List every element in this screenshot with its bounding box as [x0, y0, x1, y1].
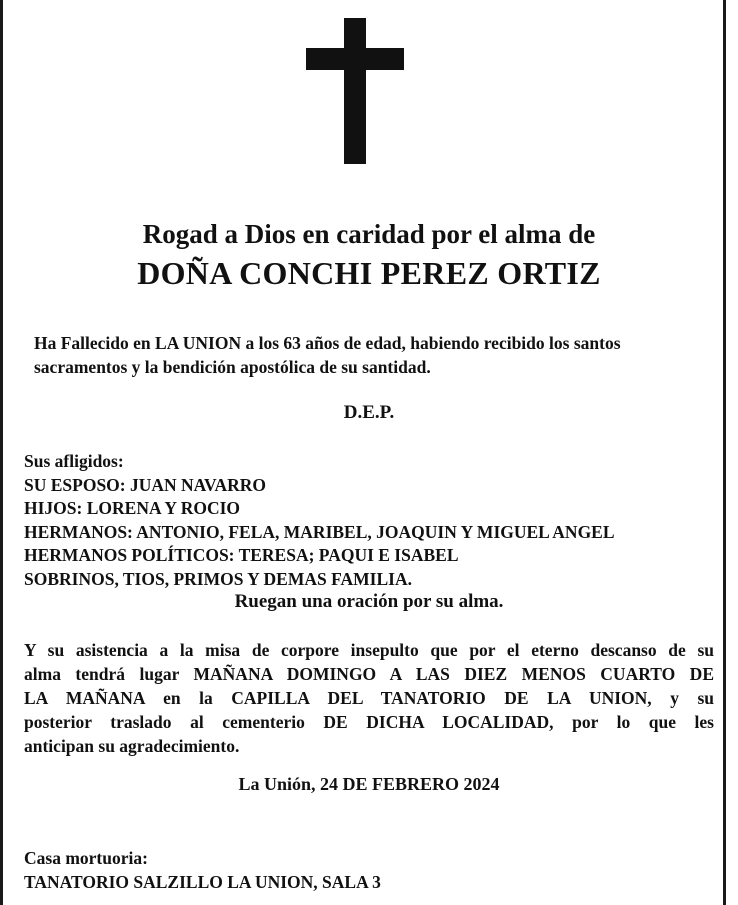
funeral-home-value: TANATORIO SALZILLO LA UNION, SALA 3 — [24, 872, 381, 892]
mass-line: LA MAÑANA en la CAPILLA DEL TANATORIO DE LA UNION, y su — [24, 688, 714, 708]
announcement-line: Ha Fallecido en LA UNION a los 63 años de edad, habiendo recibido los santos — [34, 333, 621, 353]
mass-line: Y su asistencia a la misa de corpore insepulto que por el eterno descanso de su — [24, 640, 714, 660]
mourners-intro: Sus afligidos: — [24, 451, 124, 471]
prayer-request: Ruegan una oración por su alma. — [234, 591, 504, 612]
mourner-line: HIJOS: LORENA Y ROCIO — [24, 498, 241, 518]
mourner-line: HERMANOS POLÍTICOS: TERESA; PAQUI E ISABEL — [24, 545, 459, 565]
mourner-line: SOBRINOS, TIOS, PRIMOS Y DEMAS FAMILIA. — [24, 568, 412, 589]
heading-prayer: Rogad a Dios en caridad por el alma de — [142, 219, 596, 249]
funeral-home — [24, 846, 381, 894]
mass-line: anticipan su agradecimiento. — [24, 736, 240, 756]
left-border-line — [0, 0, 3, 905]
mass-line: posterior traslado al cementerio DE DICHA LOCALIDAD, por lo que les — [24, 712, 714, 732]
death-announcement — [34, 331, 714, 379]
cross-icon — [306, 18, 404, 164]
mass-line: alma tendrá lugar MAÑANA DOMINGO A LAS DIEZ MENOS CUARTO DE — [24, 664, 714, 684]
mourner-line: HERMANOS: ANTONIO, FELA, MARIBEL, JOAQUIN Y MIGUEL ANGEL — [24, 521, 615, 542]
right-border-line — [723, 0, 726, 905]
date-place: La Unión, 24 DE FEBRERO 2024 — [238, 774, 500, 794]
mourners-list — [24, 450, 714, 591]
announcement-line: sacramentos y la bendición apostólica de su santidad. — [34, 357, 431, 377]
dep-label: D.E.P. — [343, 402, 395, 423]
mourner-line: SU ESPOSO: JUAN NAVARRO — [24, 474, 266, 495]
deceased-name: DOÑA CONCHI PEREZ ORTIZ — [137, 255, 601, 291]
mass-announcement — [24, 638, 714, 758]
funeral-home-label: Casa mortuoria: — [24, 848, 148, 868]
